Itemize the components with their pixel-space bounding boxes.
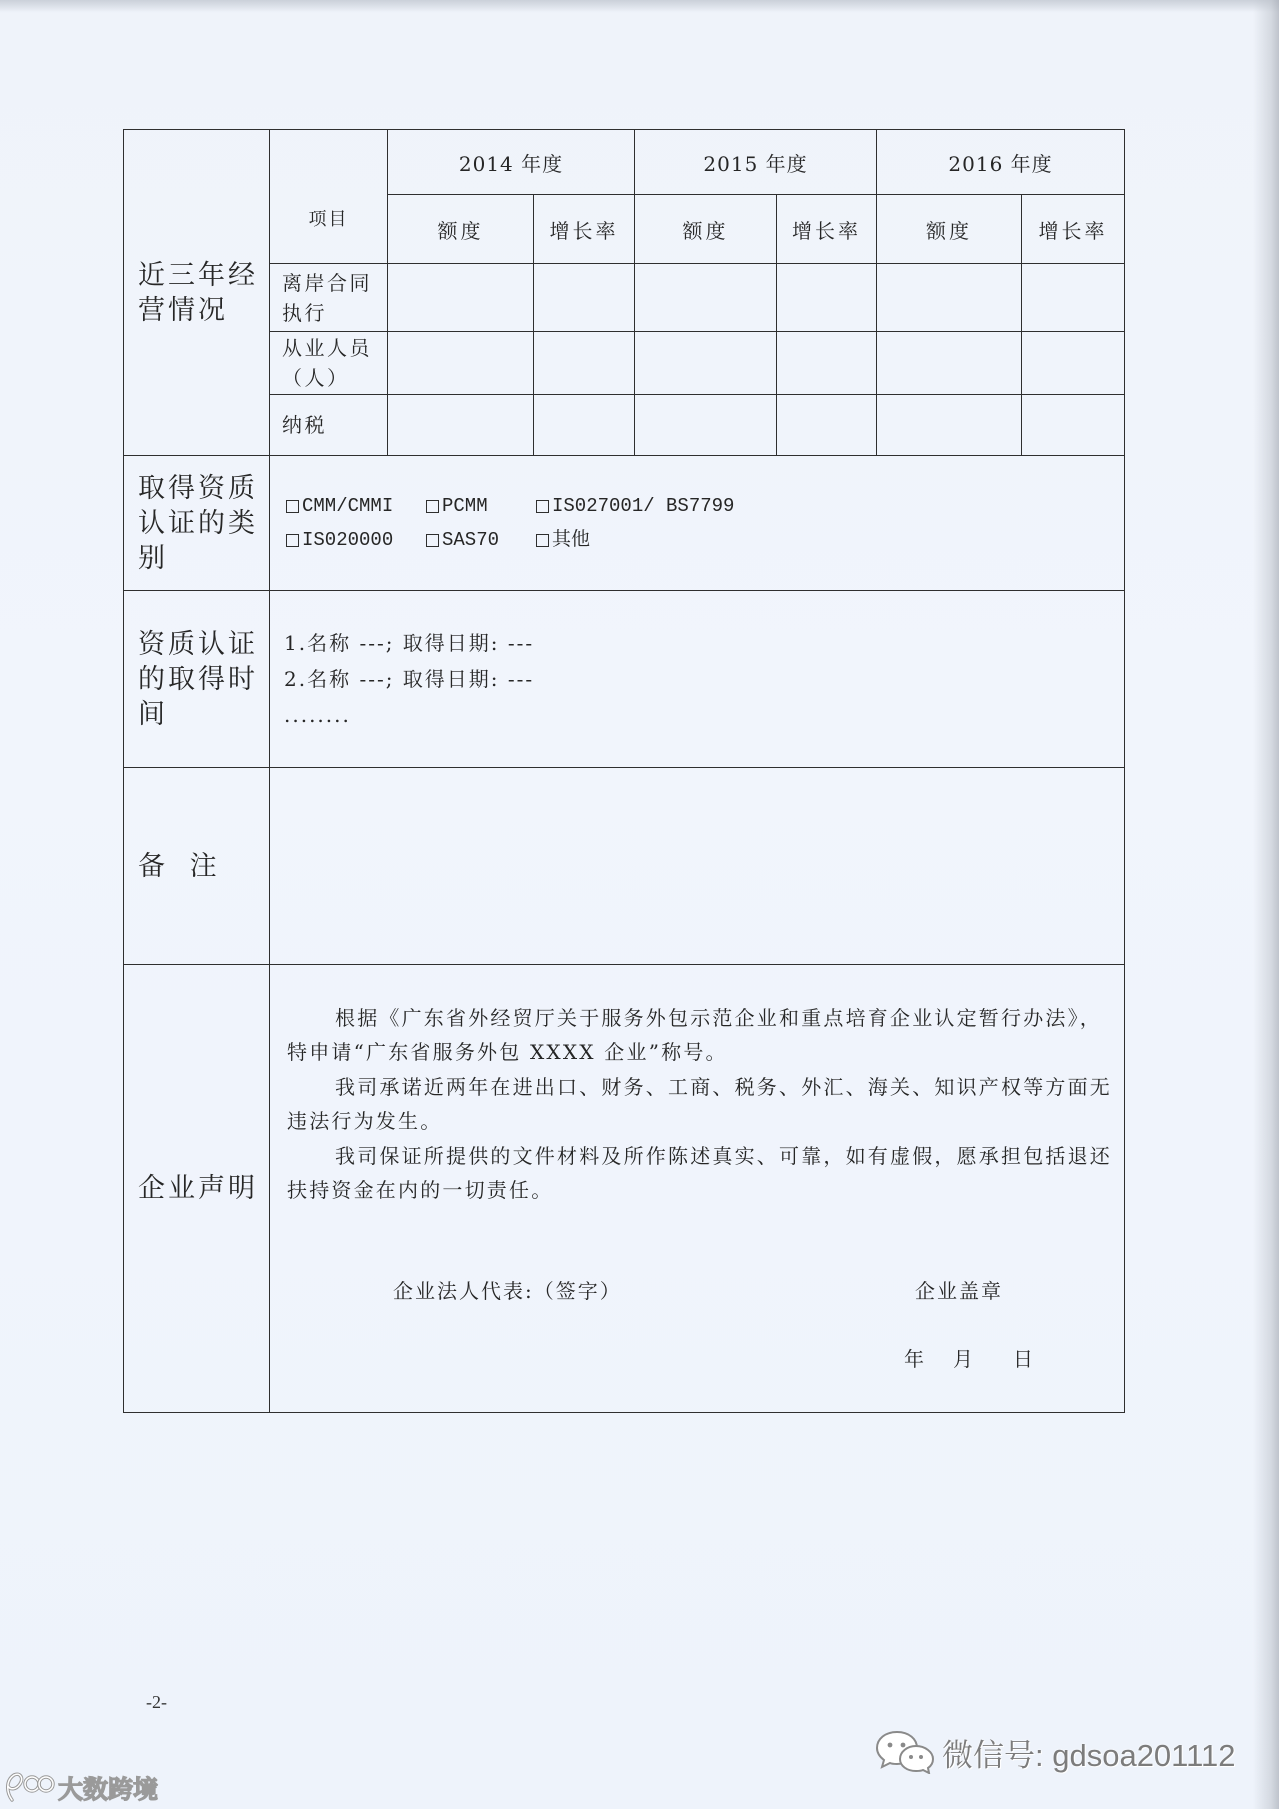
offshore-contract-2015-amount-cell [635,264,777,332]
legal-representative-signature: 企业法人代表:（签字） [393,1278,622,1303]
remarks-cell [270,768,1125,965]
declaration-line: 根据《广东省外经贸厅关于服务外包示范企业和重点培育企业认定暂行办法》， [335,1005,1102,1030]
wechat-icon [874,1728,936,1774]
section-label-certification-dates: 资质认证的取得时间 [124,591,270,768]
cert-option-label: SAS70 [442,529,500,551]
iso20000-checkbox[interactable] [286,534,299,547]
growth-header-2016: 增长率 [1022,195,1125,264]
section-label-certification-types: 取得资质认证的类别 [124,456,270,591]
brand-watermark [2,1768,182,1806]
amount-header-2015: 额度 [635,195,777,264]
certification-options [270,493,1124,553]
brand-logo-icon [2,1770,56,1804]
pcmm-checkbox[interactable] [426,500,439,513]
scan-top-shade [0,0,1279,12]
wechat-id-text: 微信号: gdsoa201112 [942,1738,1236,1773]
scan-right-edge [1253,0,1279,1809]
row-label-offshore-contract: 离岸合同执行 [270,264,388,332]
tax-2016-amount-cell [877,395,1022,456]
offshore-contract-2015-growth-cell [777,264,877,332]
other-checkbox[interactable] [536,534,549,547]
declaration-text [287,1001,1112,1209]
date-day-label: 日 [1013,1346,1035,1371]
item-header: 项目 [270,130,388,264]
cert-option-other [536,527,1124,553]
year-header-2014: 2014 年度 [388,130,635,195]
certification-dates-cell [270,591,1125,768]
employees-2014-growth-cell [534,332,635,395]
offshore-contract-2014-amount-cell [388,264,534,332]
certification-date-line: 2.名称 ---; 取得日期: --- [284,667,535,691]
declaration-line: 特申请“广东省服务外包 XXXX 企业”称号。 [287,1040,728,1065]
cert-option-cmm [286,493,426,519]
year-header-2016: 2016 年度 [877,130,1125,195]
section-label-operations: 近三年经营情况 [124,130,270,456]
company-seal-label: 企业盖章 [915,1278,1003,1303]
offshore-contract-2016-growth-cell [1022,264,1125,332]
employees-2016-amount-cell [877,332,1022,395]
iso27001-checkbox[interactable] [536,500,549,513]
cert-option-pcmm [426,493,536,519]
cert-option-label: IS027001/ BS7799 [552,495,735,517]
cert-option-iso27001 [536,493,1124,519]
year-header-2015: 2015 年度 [635,130,877,195]
declaration-line: 扶持资金在内的一切责任。 [287,1178,554,1203]
wechat-watermark [874,1726,1254,1776]
declaration-box [270,967,1124,1411]
brand-name-text: 大数跨境 [58,1775,159,1804]
growth-header-2014: 增长率 [534,195,635,264]
cert-option-label: 其他 [552,529,591,551]
amount-header-2016: 额度 [877,195,1022,264]
application-form-table [123,129,1125,1413]
offshore-contract-2014-growth-cell [534,264,635,332]
cert-option-label: IS020000 [302,529,394,551]
row-label-tax: 纳税 [270,395,388,456]
cert-option-label: PCMM [442,495,488,517]
employees-2015-amount-cell [635,332,777,395]
date-year-label: 年 [904,1346,926,1371]
row-label-employees: 从业人员（人） [270,332,388,395]
employees-2016-growth-cell [1022,332,1125,395]
section-label-declaration: 企业声明 [124,965,270,1413]
tax-2016-growth-cell [1022,395,1125,456]
cert-option-sas70 [426,527,536,553]
tax-2015-growth-cell [777,395,877,456]
certification-types-cell [270,456,1125,591]
date-month-label: 月 [953,1346,975,1371]
cert-option-label: CMM/CMMI [302,495,394,517]
declaration-line: 违法行为发生。 [287,1109,443,1134]
declaration-cell [270,965,1125,1413]
employees-2015-growth-cell [777,332,877,395]
certification-dates-list [270,625,1124,733]
declaration-line: 我司承诺近两年在进出口、财务、工商、税务、外汇、海关、知识产权等方面无 [335,1074,1112,1099]
declaration-line: 我司保证所提供的文件材料及所作陈述真实、可靠，如有虚假，愿承担包括退还 [335,1143,1112,1168]
cmm-checkbox[interactable] [286,500,299,513]
offshore-contract-2016-amount-cell [877,264,1022,332]
page-number: -2- [146,1692,167,1712]
tax-2014-growth-cell [534,395,635,456]
employees-2014-amount-cell [388,332,534,395]
amount-header-2014: 额度 [388,195,534,264]
certification-date-line: 1.名称 ---; 取得日期: --- [284,631,535,655]
tax-2015-amount-cell [635,395,777,456]
cert-option-iso20000 [286,527,426,553]
certification-date-ellipsis: ........ [284,703,351,727]
sas70-checkbox[interactable] [426,534,439,547]
tax-2014-amount-cell [388,395,534,456]
section-label-remarks: 备 注 [124,768,270,965]
growth-header-2015: 增长率 [777,195,877,264]
